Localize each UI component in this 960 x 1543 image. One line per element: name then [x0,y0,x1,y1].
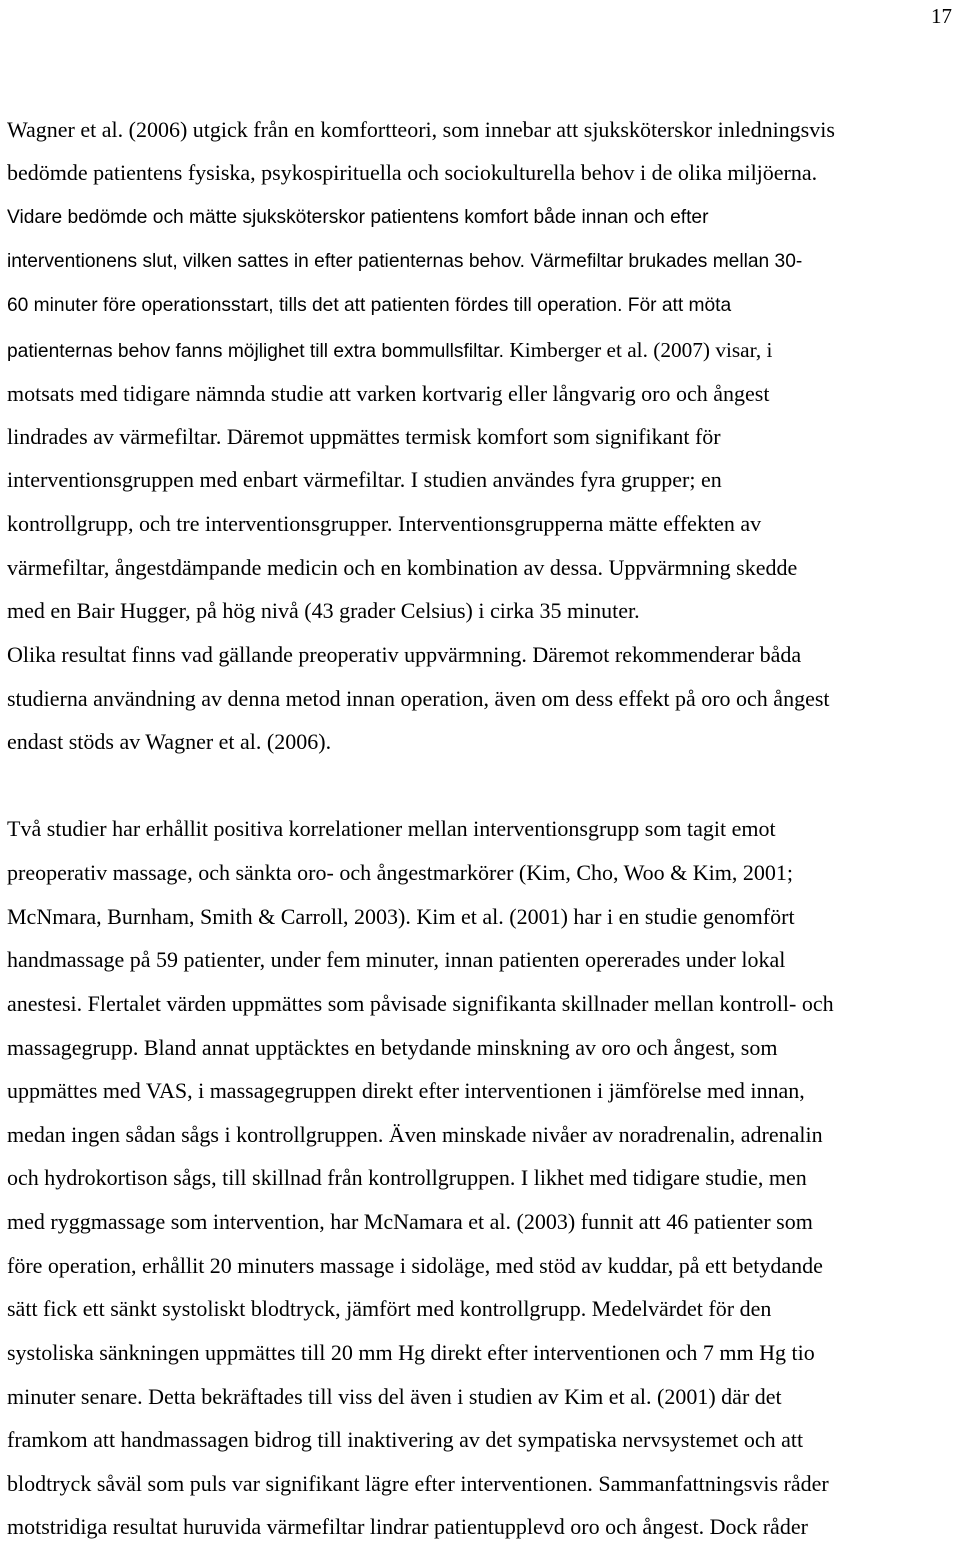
text-line: massagegrupp. Bland annat upptäcktes en betydande minskning av oro och ångest, som [7,1035,778,1060]
text-line: preoperativ massage, och sänkta oro- och ångestmarkörer (Kim, Cho, Woo & Kim, 2001; [7,860,793,885]
text-line: kontrollgrupp, och tre interventionsgrupper. Interventionsgrupperna mätte effekten av [7,511,762,536]
text-line: Wagner et al. (2006) utgick från en komfortteori, som innebar att sjuksköterskor inledningsvis [7,117,835,142]
text-line: före operation, erhållit 20 minuters massage i sidoläge, med stöd av kuddar, på ett betydande [7,1253,823,1278]
text-line: medan ingen sådan sågs i kontrollgruppen. Även minskade nivåer av noradrenalin, adrenalin [7,1122,823,1147]
text-line: uppmättes med VAS, i massagegruppen direkt efter interventionen i jämförelse med innan, [7,1078,805,1103]
text-line: och hydrokortison sågs, till skillnad från kontrollgruppen. I likhet med tidigare studie, men [7,1165,807,1190]
text-line: lindrades av värmefiltar. Däremot uppmättes termisk komfort som signifikant för [7,424,721,449]
text-line: anestesi. Flertalet värden uppmättes som påvisade signifikanta skillnader mellan kontroll- och [7,991,834,1016]
text-line: McNmara, Burnham, Smith & Carroll, 2003). Kim et al. (2001) har i en studie genomfört [7,904,795,929]
text-line: sätt fick ett sänkt systoliskt blodtryck, jämfört med kontrollgrupp. Medelvärdet för den [7,1296,772,1321]
page-number: 17 [931,4,952,28]
text-line: minuter senare. Detta bekräftades till viss del även i studien av Kim et al. (2001) där det [7,1384,782,1409]
text-line: 60 minuter före operationsstart, tills det att patienten fördes till operation. För att möta [7,295,732,316]
text-line: studierna användning av denna metod innan operation, även om dess effekt på oro och ångest [7,686,830,711]
text-line: blodtryck såväl som puls var signifikant lägre efter interventionen. Sammanfattningsvis råder [7,1471,829,1496]
text-line-mixed [7,337,772,365]
text-line: interventionsgruppen med enbart värmefiltar. I studien användes fyra grupper; en [7,467,722,492]
text-segment: patienternas behov fanns möjlighet till extra bommullsfiltar. [7,341,504,362]
text-line: Två studier har erhållit positiva korrelationer mellan interventionsgrupp som tagit emot [7,816,776,841]
text-line: med en Bair Hugger, på hög nivå (43 grader Celsius) i cirka 35 minuter. [7,598,640,623]
text-segment: Kimberger et al. (2007) visar, i [504,338,773,362]
text-line: framkom att handmassagen bidrog till inaktivering av det sympatiska nervsystemet och att [7,1427,804,1452]
text-line: Olika resultat finns vad gällande preoperativ uppvärmning. Däremot rekommenderar båda [7,642,802,667]
text-line: motsats med tidigare nämnda studie att varken kortvarig eller långvarig oro och ångest [7,381,770,406]
text-line: bedömde patientens fysiska, psykospirituella och sociokulturella behov i de olika miljöerna. [7,160,818,185]
text-line: interventionens slut, vilken sattes in efter patienternas behov. Värmefiltar brukades mellan 30- [7,251,803,272]
text-line: med ryggmassage som intervention, har McNamara et al. (2003) funnit att 46 patienter som [7,1209,813,1234]
text-line: motstridiga resultat huruvida värmefiltar lindrar patientupplevd oro och ångest. Dock råder [7,1514,808,1539]
text-line: systoliska sänkningen uppmättes till 20 mm Hg direkt efter interventionen och 7 mm Hg tio [7,1340,815,1365]
text-line: endast stöds av Wagner et al. (2006). [7,729,332,754]
text-line: handmassage på 59 patienter, under fem minuter, innan patienten opererades under lokal [7,947,786,972]
text-line: värmefiltar, ångestdämpande medicin och en kombination av dessa. Uppvärmning skedde [7,555,798,580]
text-line: Vidare bedömde och mätte sjuksköterskor patientens komfort både innan och efter [7,207,709,228]
